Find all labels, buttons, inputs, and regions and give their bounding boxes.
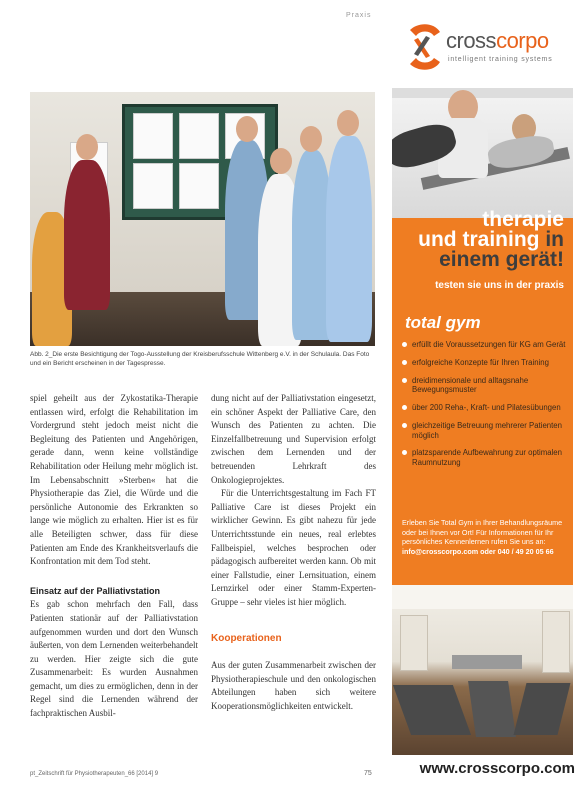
ad-headline-line: therapie <box>482 208 564 231</box>
ad-headline-line: und training <box>418 228 540 251</box>
article-column-1 <box>30 392 198 721</box>
contact-email[interactable]: info@crosscorpo.com <box>402 546 479 556</box>
paragraph: spiel geheilt aus der Zykostatika-Therapie entlassen wird, erfolgt die Rehabilitation im Vordergrund steht jedoch meist nicht die Begleitung des Patienten und Angehörigen, gerade dann, wenn keine vollständige Rehabilitation oder Heilung mehr möglich ist. Im Lebensabschnitt »Sterben« hat die Physiotherapie das Ziel, die Würde und die persönliche Autonomie des Erkrankten so lange wie möglich zu erhalten. Hier ist es für alle Beteiligten schwer, dass für diese Patienten am Ende des Krankheitsverlaufs die Konfrontation mit dem Tod steht. <box>30 393 198 567</box>
person-head <box>337 110 359 136</box>
person-head <box>76 134 98 160</box>
person-head <box>300 126 322 152</box>
logo-wordmark <box>446 28 549 54</box>
paragraph: Für die Unterrichtsgestaltung im Fach FT Palliative Care ist dieses Projekt ein wirklicher Gewinn. Es gibt nahezu für jede Unterrichtsstunde ein neues, real erlebtes Fallbeispiel, welches besprochen oder pädagogisch aufbereitet werden kann. Ob mit einer Fallstudie, einer Lernsituation, einem Lernzirkel oder einer Stamm-Experten-Gruppe – sehr vieles ist hier möglich. <box>211 488 376 607</box>
feature-item: platzsparende Aufbewahrung zur optimalen Raumnutzung <box>400 448 568 467</box>
ad-training-photo <box>392 88 573 218</box>
page-number: 75 <box>364 770 372 777</box>
ad-subline: testen sie uns in der praxis <box>435 280 564 291</box>
contact-text: Erleben Sie Total Gym in Ihrer Behandlungsräume oder bei Ihnen vor Ort! Für Informationen für Ihr persönliches Kennenlernen rufen Sie uns an: <box>402 518 563 547</box>
poster <box>133 113 173 159</box>
section-heading: Kooperationen <box>211 632 282 644</box>
person <box>64 160 110 310</box>
person <box>326 136 372 342</box>
feature-item: dreidimensionale und alltagsnahe Bewegungsmuster <box>400 376 568 395</box>
paragraph: dung nicht auf der Palliativstation eingesetzt, ein schöner Aspekt der Palliative Care, den Wunsch des Patienten zu achten. Die Einzelfallbetreuung und Supervision erfolgt zwischen dem Lernenden und der betreuenden Lehrkraft des Onkologieprojektes. <box>211 393 376 485</box>
feature-item: über 200 Reha-, Kraft- und Pilatesübungen <box>400 403 568 413</box>
contact-phone: oder 040 / 49 20 05 66 <box>480 546 554 556</box>
product-logo: total gym <box>405 313 481 332</box>
logo-tagline: intelligent training systems <box>448 56 553 63</box>
article-photo <box>30 92 375 346</box>
ad-headline <box>392 210 564 270</box>
poster <box>133 163 173 209</box>
poster <box>179 113 219 159</box>
person-head <box>236 116 258 142</box>
poster <box>179 163 219 209</box>
paragraph: Aus der guten Zusammenarbeit zwischen der Physiotherapieschule und den onkologischen Abteilungen haben sich weitere Kooperationsmöglichkeiten entwickelt. <box>211 660 376 711</box>
figure-caption: Abb. 2_Die erste Besichtigung der Togo-Ausstellung der Kreisberufsschule Wittenberg e.V. in der Schulaula. Das Foto und ein Bericht erscheinen in der Tagespresse. <box>30 351 370 367</box>
logo-word-part: cross <box>446 28 497 53</box>
section-tag: Praxis <box>346 12 372 19</box>
ad-contact <box>402 518 568 556</box>
logo-word-part: corpo <box>496 28 549 53</box>
person-head <box>270 148 292 174</box>
journal-footer: pt_Zeitschrift für Physiotherapeuten_66 [2014] 9 <box>30 771 159 777</box>
paragraph: Es gab schon mehrfach den Fall, dass Patienten stationär auf der Palliativstation aufgenommen wurden und dort den Wunsch äußerten, von dem Lernenden weiterbehandelt zu werden. Hier zeigte sich die gute Zusammenarbeit: Es wurden Ausnahmen gemacht, um dies zu ermöglichen, denn in der Regel sind die Lernenden während der fachpraktischen Ausbil- <box>30 599 198 719</box>
feature-list <box>400 340 568 476</box>
section-heading: Einsatz auf der Palliativstation <box>30 585 161 596</box>
feature-item: gleichzeitige Betreuung mehrerer Patienten möglich <box>400 421 568 440</box>
feature-item: erfüllt die Voraussetzungen für KG am Gerät <box>400 340 568 350</box>
ad-gym-photo <box>392 585 573 755</box>
ad-headline-word: in <box>545 228 564 251</box>
website-link[interactable]: www.crosscorpo.com <box>419 760 575 777</box>
article-column-2 <box>211 392 376 713</box>
feature-item: erfolgreiche Konzepte für Ihren Training <box>400 358 568 368</box>
ad-headline-line: einem gerät! <box>439 248 564 271</box>
